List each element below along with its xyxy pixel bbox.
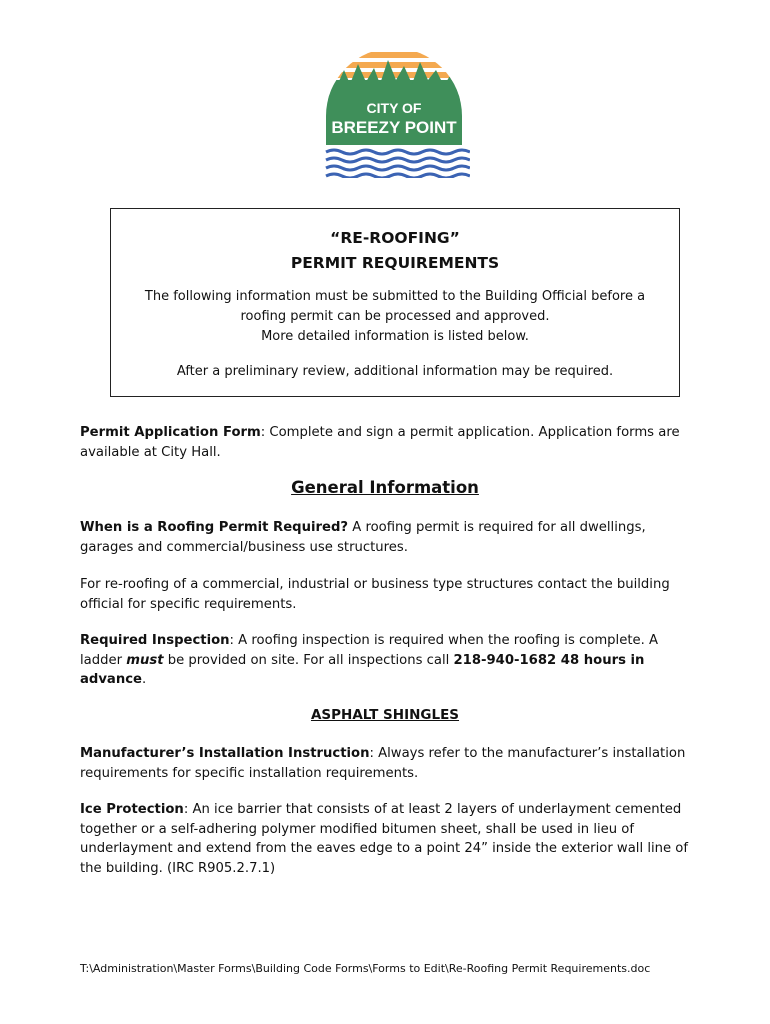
permit-application-label: Permit Application Form — [80, 425, 261, 440]
required-inspection-label: Required Inspection — [80, 633, 230, 648]
manufacturer-paragraph — [80, 744, 700, 783]
header-box — [110, 208, 680, 397]
asphalt-shingles-heading: ASPHALT SHINGLES — [310, 707, 460, 723]
required-inspection-text1: : A roofing inspection is required when the roofing is complete. A ladder — [80, 633, 659, 668]
required-inspection-paragraph — [80, 631, 700, 690]
commercial-note-paragraph: For re-roofing of a commercial, industrial or business type structures contact the building official for specific requirements. — [80, 577, 670, 612]
when-required-label: When is a Roofing Permit Required? — [80, 520, 349, 535]
ice-protection-label: Ice Protection — [80, 802, 184, 817]
title-line1: “RE-ROOFING” — [330, 229, 460, 247]
permit-application-text: : Complete and sign a permit application. Application forms are available at City Hall. — [80, 425, 680, 460]
intro-line1: The following information must be submitted to the Building Official before a — [144, 289, 646, 304]
when-required-text: A roofing permit is required for all dwellings, garages and commercial/business use structures. — [80, 520, 646, 555]
manufacturer-label: Manufacturer’s Installation Instruction — [80, 746, 370, 761]
logo-text-line1: CITY OF — [366, 100, 422, 116]
manufacturer-text: : Always refer to the manufacturer’s installation requirements for specific installation requirements. — [80, 746, 686, 781]
intro-line3: More detailed information is listed below. — [261, 329, 529, 344]
inspection-phone: 218-940-1682 48 hours in advance — [80, 652, 645, 687]
intro-line2: roofing permit can be processed and approved. — [240, 309, 550, 324]
after-review-note: After a preliminary review, additional information may be required. — [176, 364, 614, 379]
permit-application-paragraph — [80, 423, 700, 462]
file-path-footer: T:\Administration\Master Forms\Building Code Forms\Forms to Edit\Re-Roofing Permit Requirements.doc — [80, 962, 651, 975]
required-inspection-end: . — [141, 672, 147, 687]
when-required-paragraph — [80, 518, 700, 557]
must-emphasis: must — [126, 652, 164, 668]
logo-text-line2: BREEZY POINT — [331, 118, 457, 137]
city-of-breezy-point-logo — [318, 40, 470, 178]
ice-protection-text: : An ice barrier that consists of at least 2 layers of underlayment cemented together or a self-adhering polymer modified bitumen sheet, shall be used in lieu of underlayment and extend from the eaves edge to a point 24” inside the exterior wall line of the building. (IRC R905.2.7.1) — [80, 802, 689, 876]
required-inspection-text2: be provided on site. For all inspections call — [163, 652, 454, 668]
title-line2: PERMIT REQUIREMENTS — [290, 254, 500, 272]
ice-protection-paragraph — [80, 800, 700, 878]
general-information-heading: General Information — [291, 478, 479, 497]
